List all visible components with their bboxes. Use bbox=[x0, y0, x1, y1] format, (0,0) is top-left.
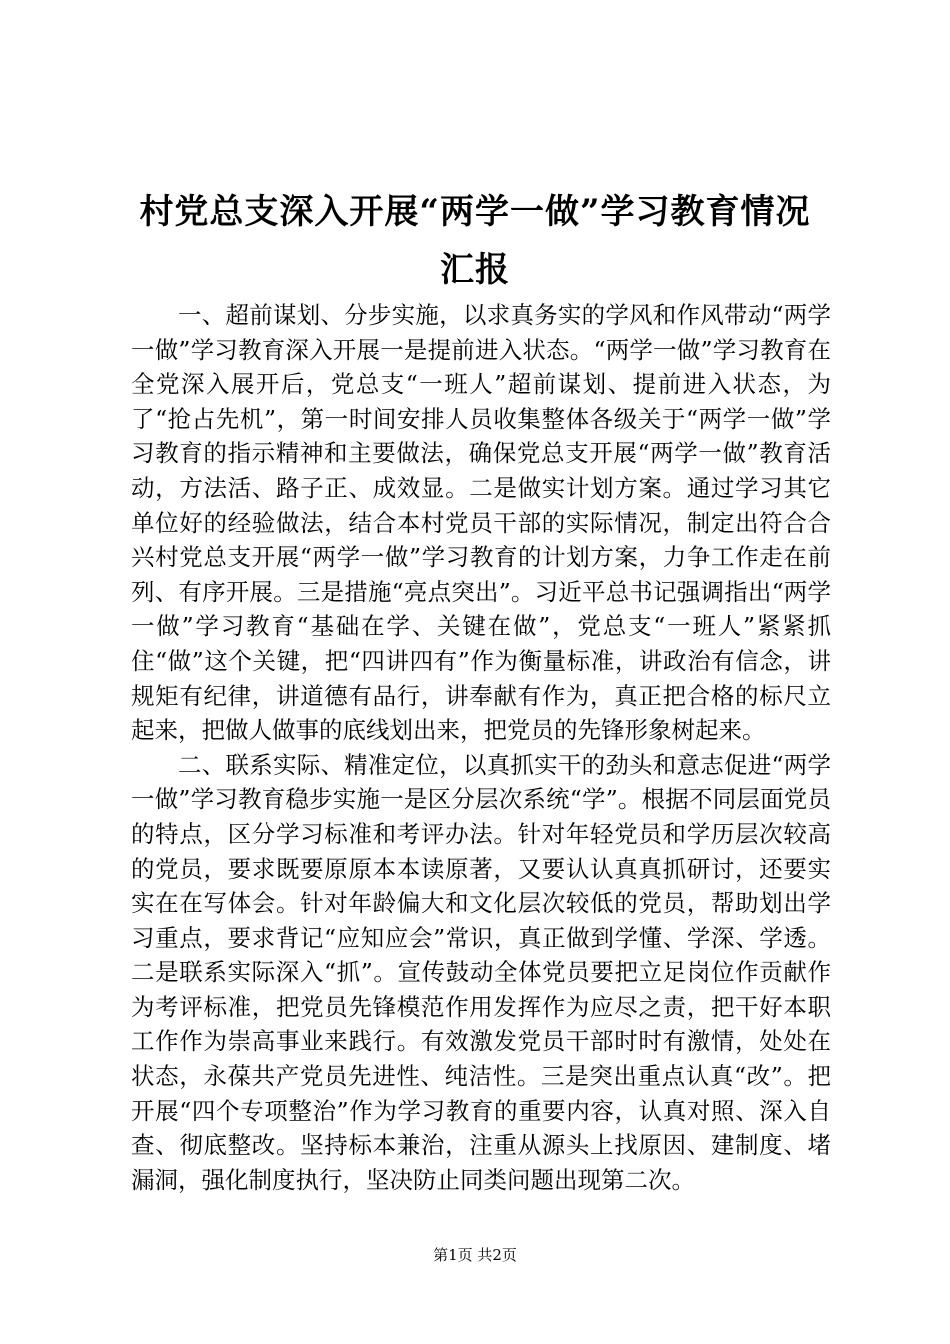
document-title-line-1: 村党总支深入开展“两学一做”学习教育情况 bbox=[139, 192, 811, 232]
page-footer: 第1页 共2页 bbox=[433, 1246, 517, 1264]
document-body bbox=[131, 298, 831, 1197]
paragraph-2: 二、联系实际、精准定位，以真抓实干的劲头和意志促进“两学一做”学习教育稳步实施一是区分层次系统“学”。根据不同层面党员的特点，区分学习标准和考评办法。针对年轻党员和学历层次较高的党员，要求既要原原本本读原著，又要认认真真抓研讨，还要实实在在写体会。针对年龄偏大和文化层次较低的党员，帮助划出学习重点，要求背记“应知应会”常识，真正做到学懂、学深、学透。二是联系实际深入“抓”。宣传鼓动全体党员要把立足岗位作贡献作为考评标准，把党员先锋模范作用发挥作为应尽之责，把干好本职工作作为崇高事业来践行。有效激发党员干部时时有激情，处处在状态，永葆共产党员先进性、纯洁性。三是突出重点认真“改”。把开展“四个专项整治”作为学习教育的重要内容，认真对照、深入自查、彻底整改。坚持标本兼治，注重从源头上找原因、建制度、堵漏洞，强化制度执行，坚决防止同类问题出现第二次。 bbox=[131, 750, 831, 1194]
document-title-line-2: 汇报 bbox=[440, 250, 510, 290]
paragraph-1: 一、超前谋划、分步实施，以求真务实的学风和作风带动“两学一做”学习教育深入开展一是提前进入状态。“两学一做”学习教育在全党深入展开后，党总支“一班人”超前谋划、提前进入状态，为了“抢占先机”，第一时间安排人员收集整体各级关于“两学一做”学习教育的指示精神和主要做法，确保党总支开展“两学一做”教育活动，方法活、路子正、成效显。二是做实计划方案。通过学习其它单位好的经验做法，结合本村党员干部的实际情况，制定出符合合兴村党总支开展“两学一做”学习教育的计划方案，力争工作走在前列、有序开展。三是措施“亮点突出”。习近平总书记强调指出“两学一做”学习教育“基础在学、关键在做”，党总支“一班人”紧紧抓住“做”这个关键，把“四讲四有”作为衡量标准，讲政治有信念，讲规矩有纪律，讲道德有品行，讲奉献有作为，真正把合格的标尺立起来，把做人做事的底线划出来，把党员的先锋形象树起来。 bbox=[131, 301, 831, 745]
